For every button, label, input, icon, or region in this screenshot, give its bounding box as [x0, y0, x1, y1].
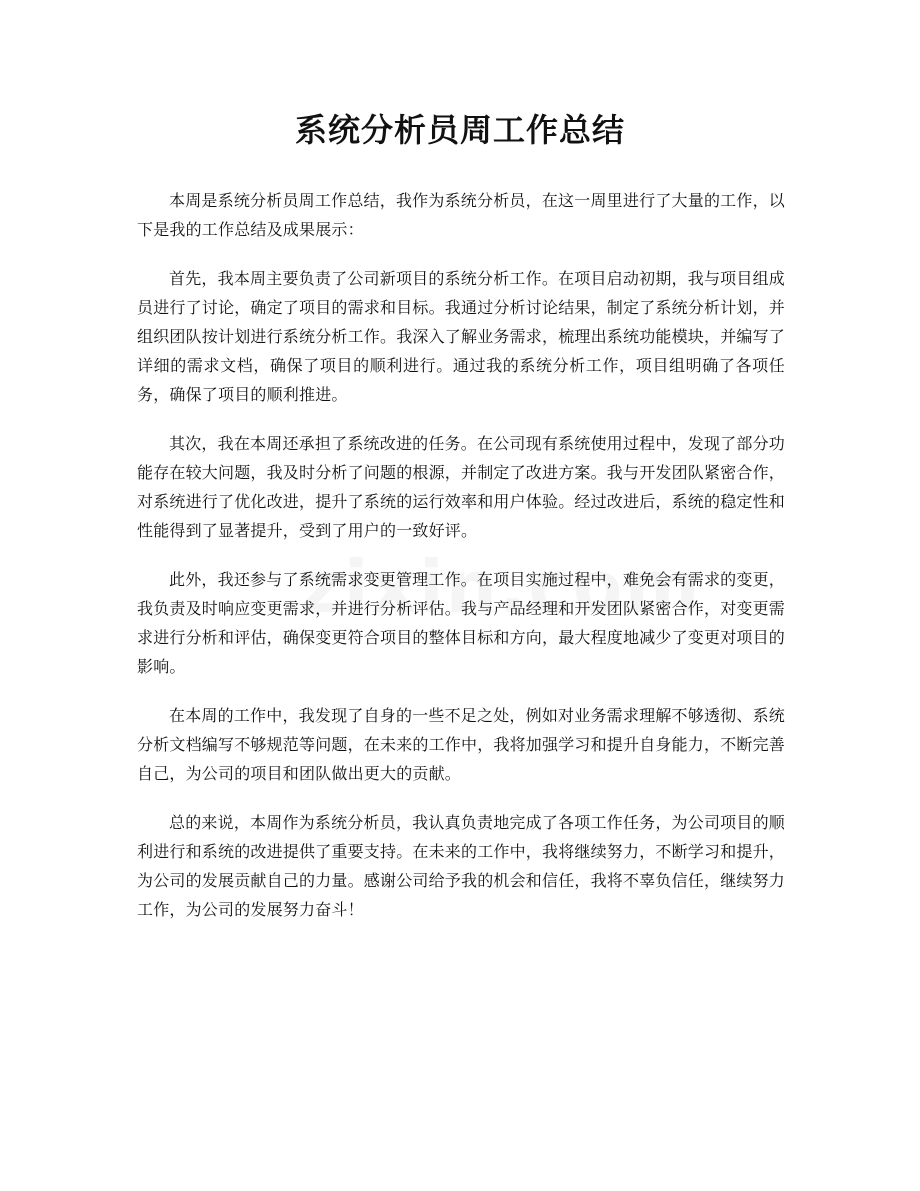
paragraph-intro: 本周是系统分析员周工作总结，我作为系统分析员，在这一周里进行了大量的工作，以下是我的工作总结及成果展示：: [137, 191, 785, 239]
paragraph-system-analysis: 首先，我本周主要负责了公司新项目的系统分析工作。在项目启动初期，我与项目组成员进行了讨论，确定了项目的需求和目标。我通过分析讨论结果，制定了系统分析计划，并组织团队按计划进行系统分析工作。我深入了解业务需求，梳理出系统功能模块，并编写了详细的需求文档，确保了项目的顺利进行。通过我的系统分析工作，项目组明确了各项任务，确保了项目的顺利推进。: [137, 269, 786, 404]
document-body: [137, 186, 785, 944]
paragraph-shortcomings: 在本周的工作中，我发现了自身的一些不足之处，例如对业务需求理解不够透彻、系统分析文档编写不够规范等问题，在未来的工作中，我将加强学习和提升自身能力，不断完善自己，为公司的项目和团队做出更大的贡献。: [137, 706, 786, 783]
paragraph-system-improvement: 其次，我在本周还承担了系统改进的任务。在公司现有系统使用过程中，发现了部分功能存在较大问题，我及时分析了问题的根源，并制定了改进方案。我与开发团队紧密合作，对系统进行了优化改进，提升了系统的运行效率和用户体验。经过改进后，系统的稳定性和性能得到了显著提升，受到了用户的一致好评。: [137, 434, 786, 540]
paragraph-change-management: 此外，我还参与了系统需求变更管理工作。在项目实施过程中，难免会有需求的变更，我负责及时响应变更需求，并进行分析评估。我与产品经理和开发团队紧密合作，对变更需求进行分析和评估，确保变更符合项目的整体目标和方向，最大程度地减少了变更对项目的影响。: [137, 570, 786, 676]
page-title: 系统分析员周工作总结: [294, 111, 625, 149]
paragraph-conclusion: 总的来说，本周作为系统分析员，我认真负责地完成了各项工作任务，为公司项目的顺利进行和系统的改进提供了重要支持。在未来的工作中，我将继续努力，不断学习和提升，为公司的发展贡献自己的力量。感谢公司给予我的机会和信任，我将不辜负信任，继续努力工作，为公司的发展努力奋斗！: [137, 813, 786, 919]
